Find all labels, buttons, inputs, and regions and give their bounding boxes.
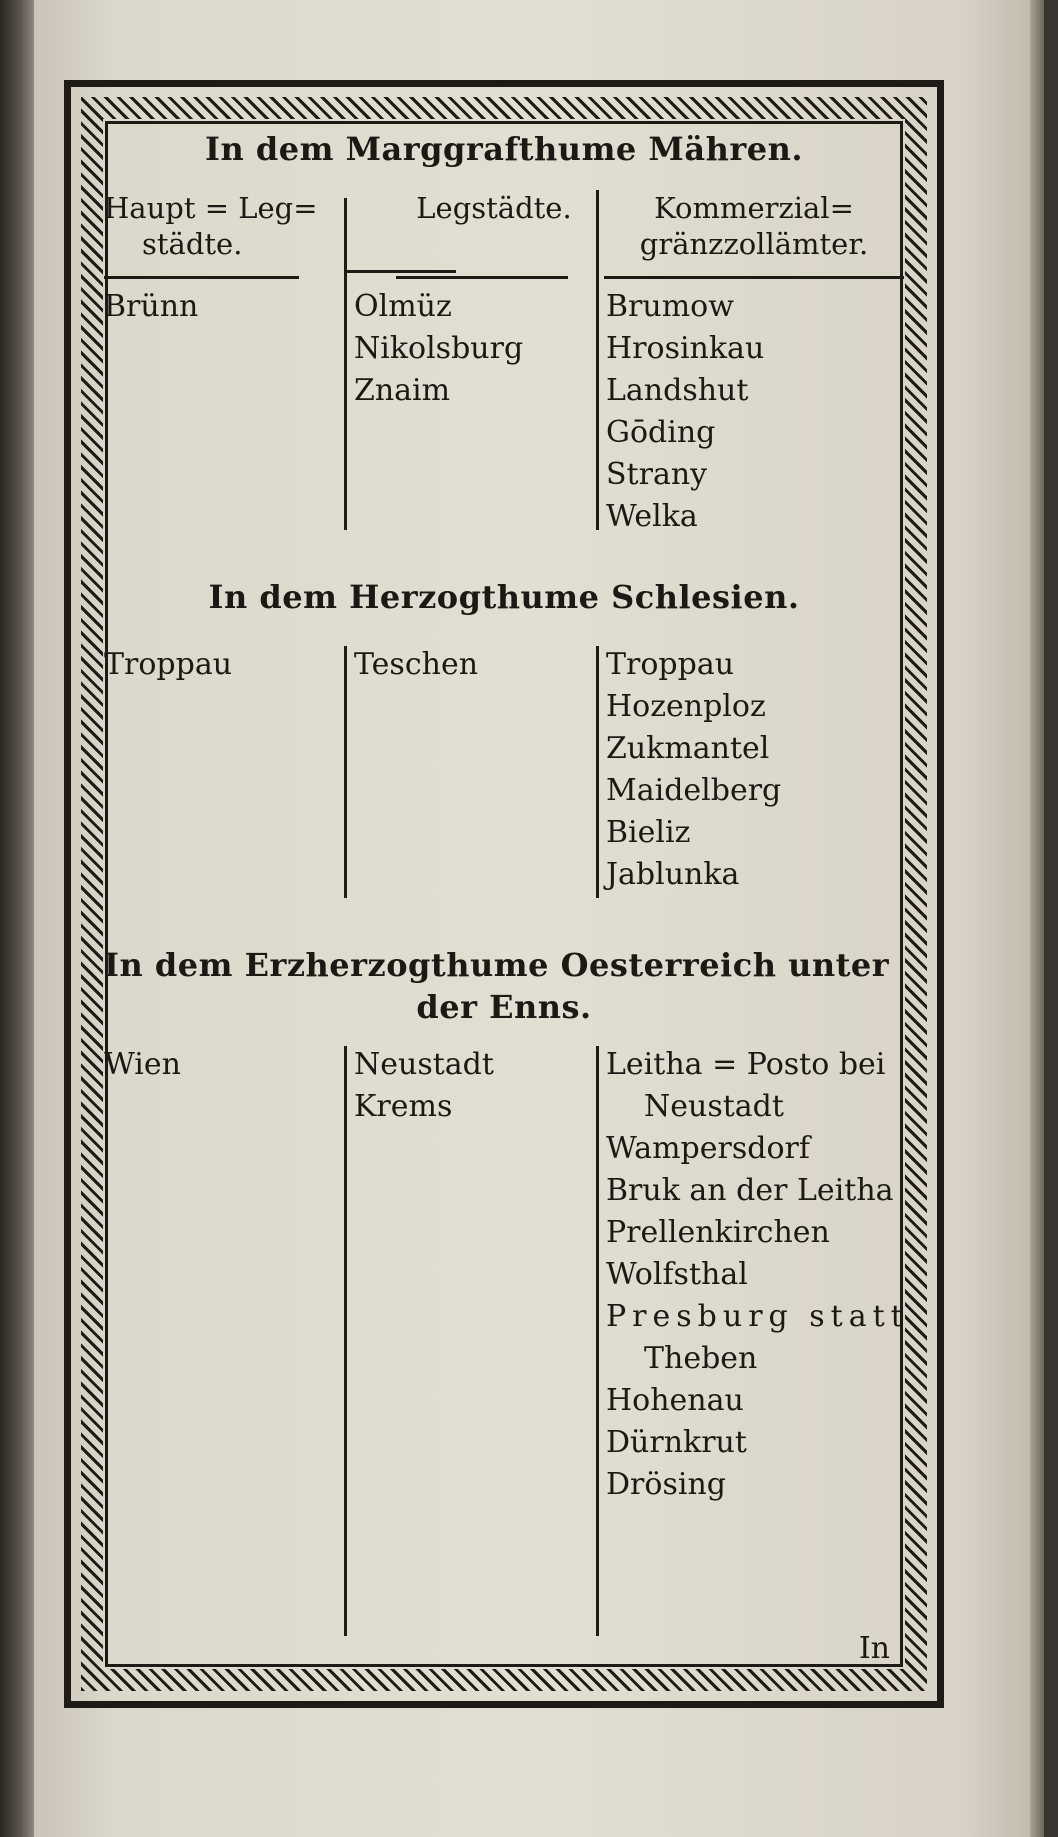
column-hauptlegstaedte-moravia (104, 286, 334, 328)
list-item: Bieliz (606, 815, 691, 850)
list-item: Brumow (606, 289, 734, 324)
column-header-legstaedte: Legstädte. (416, 191, 572, 225)
column-zollaemter-moravia (606, 286, 896, 538)
column-divider (344, 646, 347, 898)
list-item: Brünn (104, 289, 199, 324)
page-edge (1030, 0, 1044, 1837)
list-item: Landshut (606, 373, 749, 408)
list-item: Wien (104, 1047, 181, 1082)
list-item: Dürnkrut (606, 1425, 747, 1460)
list-item: Prellenkirchen (606, 1215, 830, 1250)
list-item: Wolfsthal (606, 1257, 748, 1292)
list-item: Troppau (606, 647, 735, 682)
list-item: Bruk an der Leitha (606, 1173, 894, 1208)
list-item: Leitha = Posto bei (606, 1047, 886, 1082)
book-spine (0, 0, 34, 1837)
section-heading-silesia: In dem Herzogthume Schlesien. (208, 578, 800, 616)
list-item: Znaim (354, 373, 451, 408)
page-content (104, 120, 909, 1680)
list-item: Hrosinkau (606, 331, 765, 366)
section-heading-moravia: In dem Marggrafthume Mähren. (205, 130, 803, 168)
header-underline (356, 270, 456, 273)
list-item: Troppau (104, 647, 233, 682)
list-item: Zukmantel (606, 731, 770, 766)
list-item: Nikolsburg (354, 331, 524, 366)
list-item: Krems (354, 1089, 453, 1124)
header-underline (396, 276, 568, 279)
column-zollaemter-silesia (606, 644, 896, 896)
list-item: Presburg statt (606, 1299, 909, 1334)
column-divider (596, 190, 599, 530)
column-header-line: städte. (142, 227, 243, 261)
section-heading-austria-continued: der Enns. (416, 988, 592, 1026)
column-divider (596, 646, 599, 898)
list-item: Gōding (606, 415, 716, 450)
list-item: Drösing (606, 1467, 726, 1502)
column-divider (344, 1046, 347, 1636)
list-item: Teschen (354, 647, 479, 682)
column-header-line: Kommerzial= (654, 191, 854, 225)
list-item-continuation: Neustadt (644, 1089, 784, 1124)
list-item: Maidelberg (606, 773, 782, 808)
header-underline (604, 276, 904, 279)
column-header-line: Haupt = Leg= (104, 191, 318, 225)
column-divider (344, 198, 347, 530)
header-underline (104, 276, 299, 279)
list-item: Wampersdorf (606, 1131, 810, 1166)
column-legstaedte-austria (354, 1044, 584, 1128)
list-item: Hozenploz (606, 689, 766, 724)
column-zollaemter-austria (606, 1044, 909, 1506)
column-legstaedte-moravia (354, 286, 584, 412)
catchword: In (858, 1631, 890, 1666)
list-item: Strany (606, 457, 708, 492)
column-divider (596, 1046, 599, 1636)
column-header-line: gränzzollämter. (639, 227, 869, 261)
list-item: Hohenau (606, 1383, 744, 1418)
column-hauptlegstaedte-austria (104, 1044, 334, 1086)
list-item: Olmüz (354, 289, 452, 324)
section-heading-austria: In dem Erzherzogthume Oesterreich unter (104, 946, 890, 984)
column-header-kommerzial (604, 190, 904, 262)
list-item: Neustadt (354, 1047, 494, 1082)
column-header-hauptlegstaedte (104, 190, 318, 262)
list-item: Jablunka (606, 857, 740, 892)
column-hauptlegstaedte-silesia (104, 644, 334, 686)
column-legstaedte-silesia (354, 644, 584, 686)
list-item: Welka (606, 499, 698, 534)
list-item-continuation: Theben (644, 1341, 758, 1376)
